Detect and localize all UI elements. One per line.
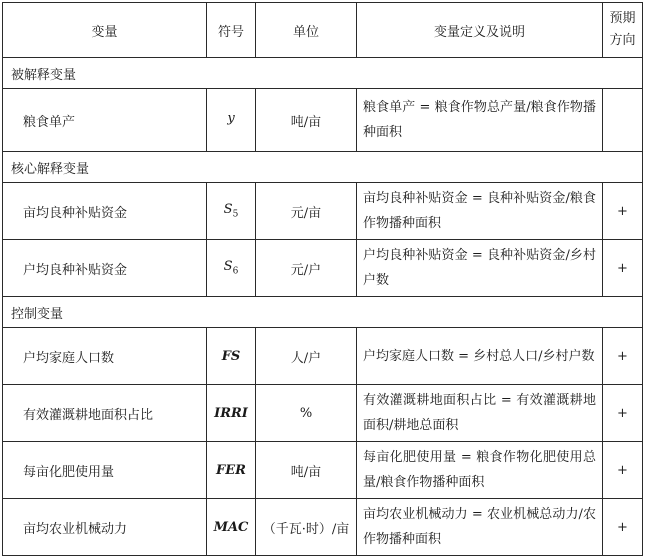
symbol-subscript: 6 — [232, 266, 239, 277]
header-direction — [603, 3, 643, 58]
header-row — [3, 3, 643, 58]
variable-unit: 元/户 — [256, 240, 357, 297]
variable-symbol: MAC — [207, 499, 256, 556]
variable-definition-table — [2, 2, 643, 556]
symbol-text: y — [227, 111, 235, 127]
variable-symbol: FER — [207, 442, 256, 499]
variable-unit: 人/户 — [256, 328, 357, 385]
section-title: 核心解释变量 — [3, 152, 643, 183]
header-unit: 单位 — [256, 3, 357, 58]
header-definition: 变量定义及说明 — [357, 3, 603, 58]
table-row — [3, 328, 643, 385]
variable-name: 每亩化肥使用量 — [3, 442, 207, 499]
symbol-text: S — [223, 202, 233, 218]
variable-name: 户均家庭人口数 — [3, 328, 207, 385]
variable-symbol: IRRI — [207, 385, 256, 442]
header-symbol: 符号 — [207, 3, 256, 58]
expected-direction: + — [603, 385, 643, 442]
symbol-text: S — [223, 259, 233, 275]
header-direction-line2: 方向 — [609, 33, 636, 48]
variable-definition: 亩均农业机械动力 = 农业机械总动力/农作物播种面积 — [357, 499, 603, 556]
section-row — [3, 297, 643, 328]
section-title: 被解释变量 — [3, 58, 643, 89]
variable-definition: 户均家庭人口数 = 乡村总人口/乡村户数 — [357, 328, 603, 385]
variable-definition: 每亩化肥使用量 = 粮食作物化肥使用总量/粮食作物播种面积 — [357, 442, 603, 499]
symbol-subscript: 5 — [232, 209, 239, 220]
expected-direction: + — [603, 183, 643, 240]
expected-direction: + — [603, 240, 643, 297]
header-variable: 变量 — [3, 3, 207, 58]
section-title: 控制变量 — [3, 297, 643, 328]
table-row — [3, 183, 643, 240]
table-row — [3, 442, 643, 499]
variable-definition: 有效灌溉耕地面积占比 = 有效灌溉耕地面积/耕地总面积 — [357, 385, 603, 442]
expected-direction — [603, 89, 643, 152]
expected-direction: + — [603, 328, 643, 385]
variable-symbol: FS — [207, 328, 256, 385]
variable-name: 户均良种补贴资金 — [3, 240, 207, 297]
variable-name: 亩均良种补贴资金 — [3, 183, 207, 240]
table-row — [3, 499, 643, 556]
variable-unit: 吨/亩 — [256, 89, 357, 152]
table-row — [3, 385, 643, 442]
expected-direction: + — [603, 442, 643, 499]
section-row — [3, 58, 643, 89]
variable-definition: 户均良种补贴资金 = 良种补贴资金/乡村户数 — [357, 240, 603, 297]
variable-unit: % — [256, 385, 357, 442]
table-row — [3, 89, 643, 152]
variable-definition: 粮食单产 = 粮食作物总产量/粮食作物播种面积 — [357, 89, 603, 152]
variable-symbol — [207, 89, 256, 152]
variable-definition: 亩均良种补贴资金 = 良种补贴资金/粮食作物播种面积 — [357, 183, 603, 240]
variable-name: 粮食单产 — [3, 89, 207, 152]
expected-direction: + — [603, 499, 643, 556]
variable-unit: 吨/亩 — [256, 442, 357, 499]
header-direction-line1: 预期 — [609, 11, 636, 26]
variable-name: 有效灌溉耕地面积占比 — [3, 385, 207, 442]
variable-symbol — [207, 240, 256, 297]
variable-unit: 元/亩 — [256, 183, 357, 240]
variable-unit: （千瓦·时）/亩 — [256, 499, 357, 556]
variable-name: 亩均农业机械动力 — [3, 499, 207, 556]
section-row — [3, 152, 643, 183]
variable-symbol — [207, 183, 256, 240]
table-row — [3, 240, 643, 297]
